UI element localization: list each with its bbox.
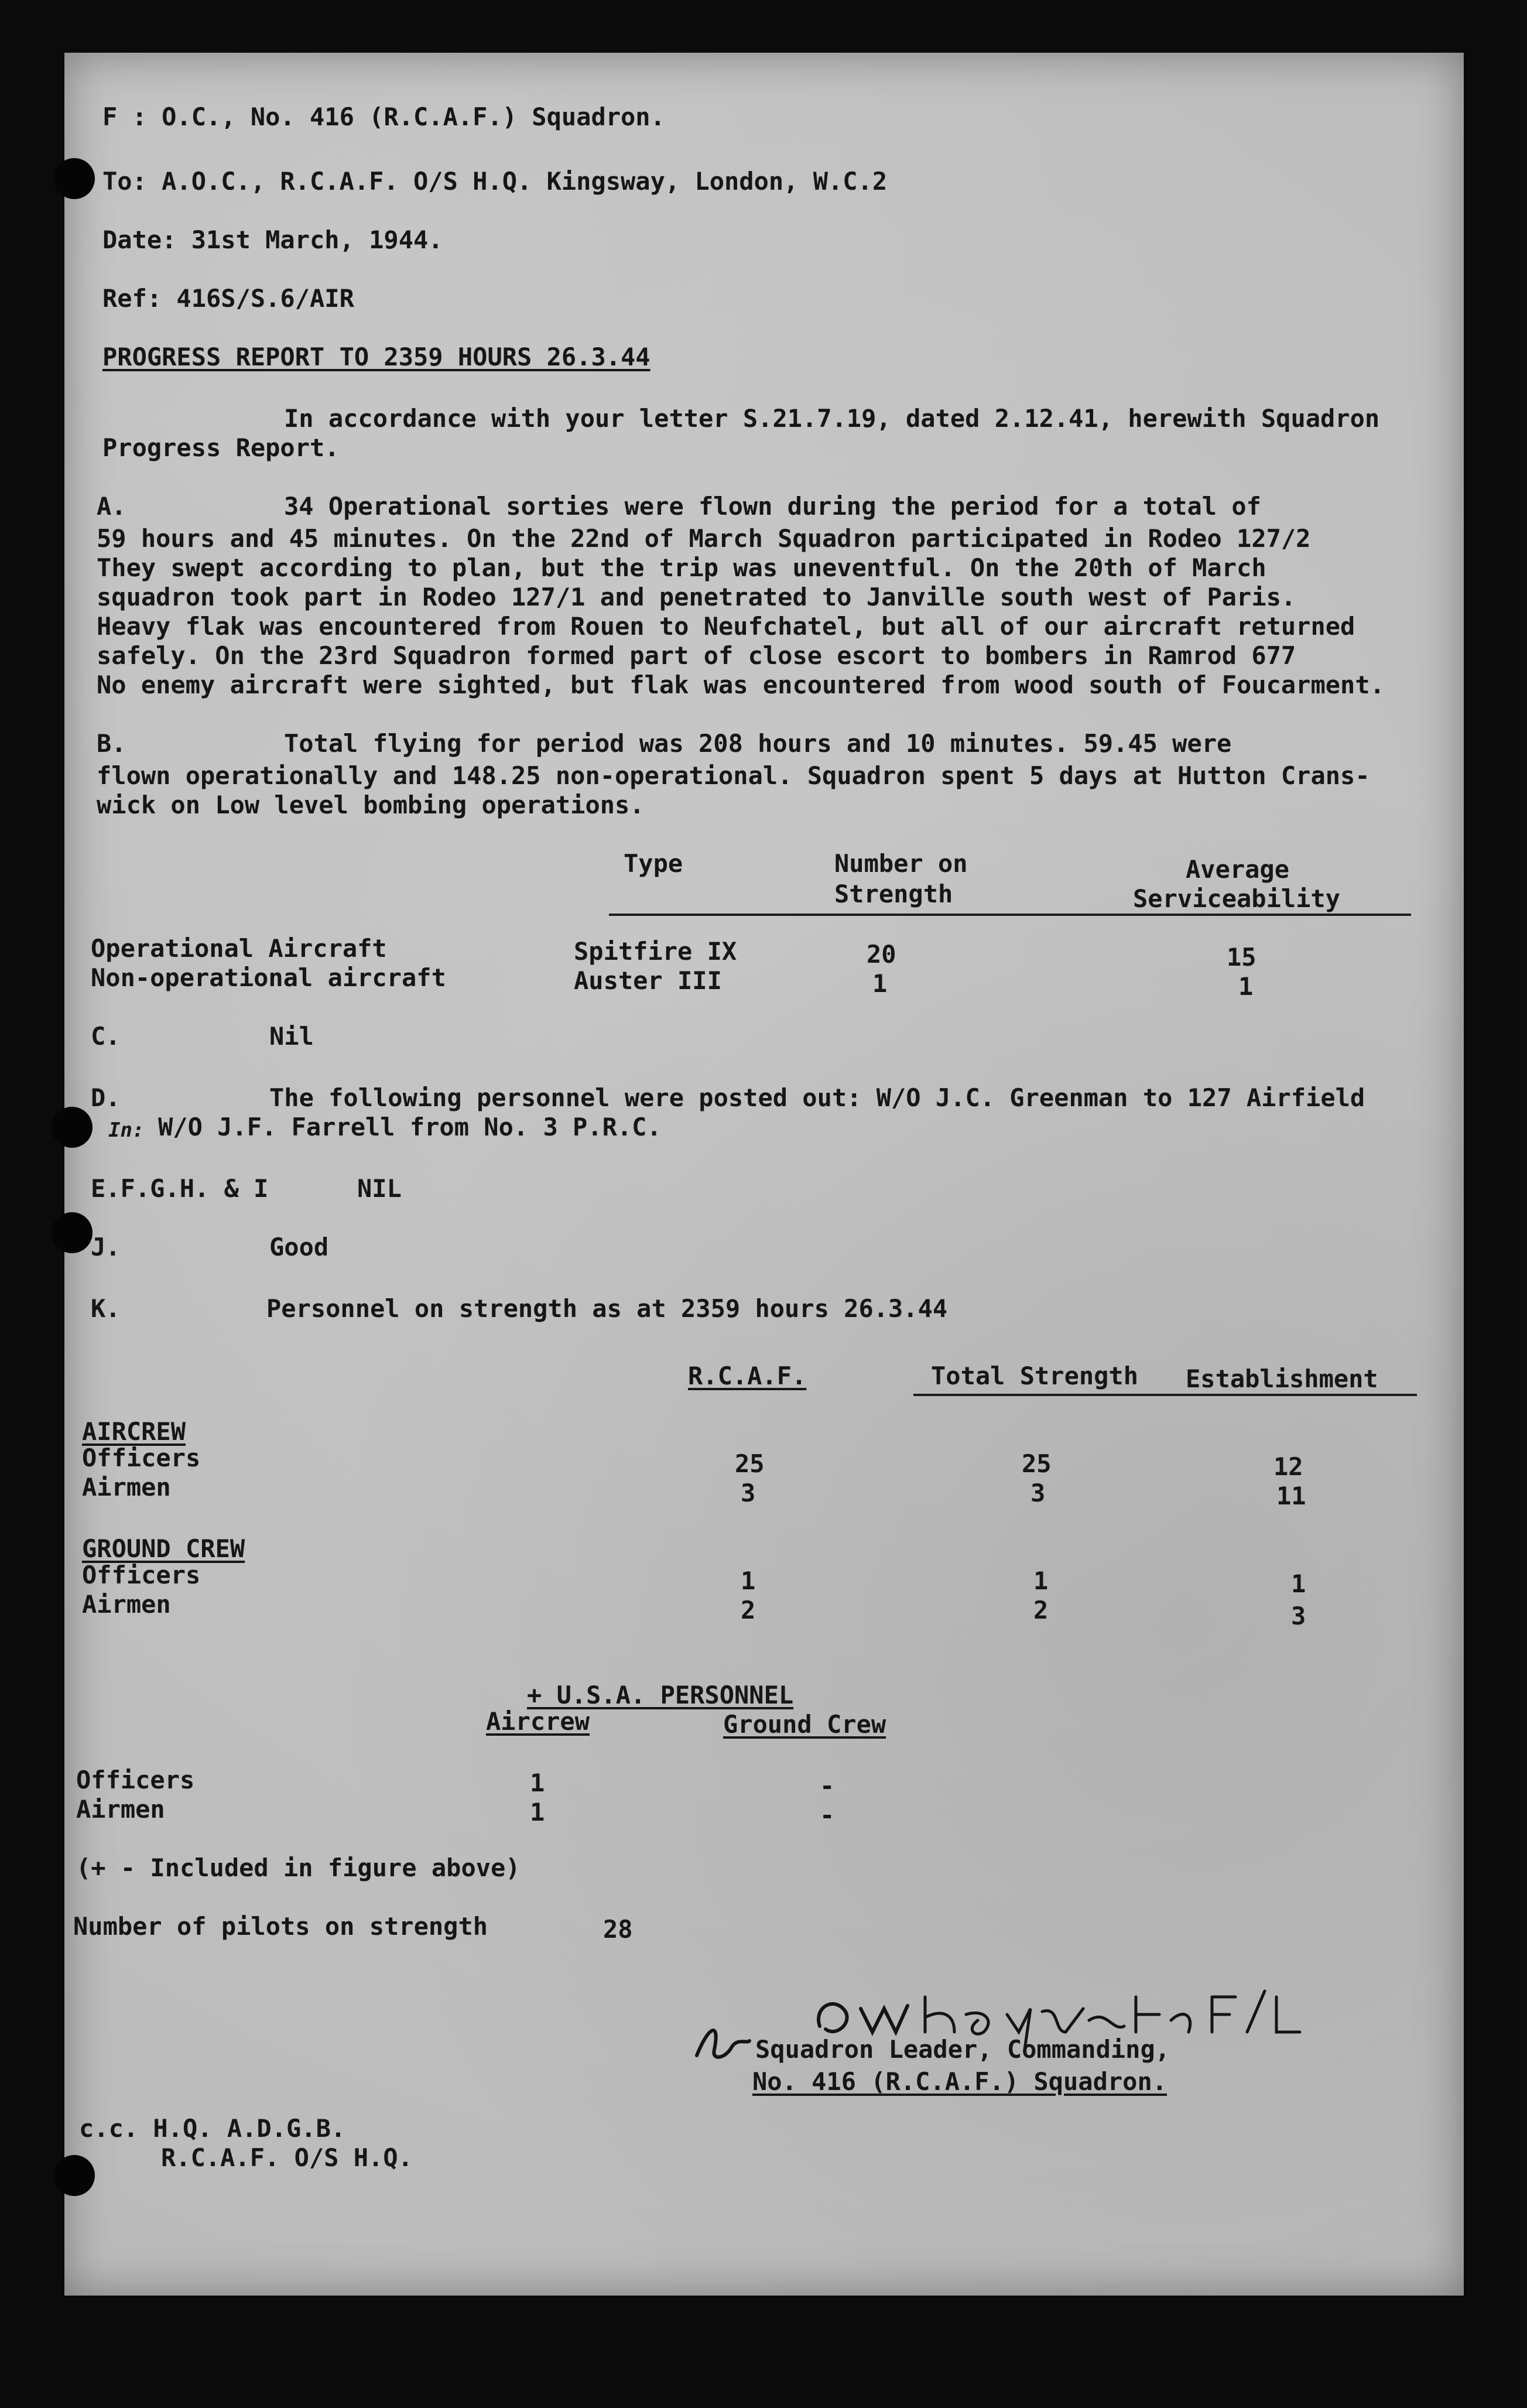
aircraft-row-2-type: Auster III — [574, 966, 722, 995]
ground-officers-rcaf: 1 — [741, 1566, 756, 1595]
section-d-line-1: The following personnel were posted out: W/O J.C. Greenman to 127 Airfield — [269, 1083, 1365, 1112]
aircraft-row-1-serviceability: 15 — [1227, 943, 1256, 972]
section-j-text: Good — [269, 1233, 329, 1261]
section-a-line-1: 34 Operational sorties were flown during the period for a total of — [284, 492, 1261, 521]
aircrew-officers-rcaf: 25 — [735, 1449, 765, 1478]
section-b-line-2: flown operationally and 148.25 non-operational. Squadron spent 5 days at Hutton Crans- — [97, 761, 1370, 790]
aircraft-row-1-number: 20 — [867, 940, 896, 969]
ground-officers-establishment: 1 — [1291, 1569, 1306, 1598]
aircraft-header-avg-1: Average — [1186, 855, 1290, 884]
document-page — [64, 53, 1464, 2296]
section-k-text: Personnel on strength as at 2359 hours 26.3.44 — [266, 1294, 948, 1323]
usa-officers-label: Officers — [76, 1766, 195, 1794]
usa-airmen-ground: - — [820, 1801, 835, 1829]
section-b-line-3: wick on Low level bombing operations. — [97, 791, 645, 819]
usa-officers-aircrew: 1 — [530, 1769, 545, 1797]
usa-ground-header: Ground Crew — [723, 1710, 886, 1739]
usa-aircrew-header: Aircrew — [486, 1707, 590, 1736]
header-date: Date: 31st March, 1944. — [102, 225, 443, 254]
section-c-text: Nil — [269, 1022, 314, 1051]
personnel-header-establishment: Establishment — [1186, 1364, 1378, 1393]
cc-line-1: c.c. H.Q. A.D.G.B. — [79, 2114, 346, 2143]
aircraft-row-1-type: Spitfire IX — [574, 937, 737, 966]
section-a-line-3: They swept according to plan, but the trip was uneventful. On the 20th of March — [97, 553, 1266, 582]
section-b-label: B. — [97, 729, 126, 758]
usa-officers-ground: - — [820, 1771, 835, 1800]
aircrew-label: AIRCREW — [82, 1417, 186, 1446]
aircrew-airmen-rcaf: 3 — [741, 1479, 756, 1507]
aircrew-officers-establishment: 12 — [1273, 1452, 1303, 1481]
aircraft-header-type: Type — [624, 849, 683, 878]
section-a-line-6: safely. On the 23rd Squadron formed part of close escort to bombers in Ramrod 677 — [97, 641, 1296, 670]
aircraft-row-2-category: Non-operational aircraft — [91, 963, 446, 992]
section-d-label: D. — [91, 1083, 121, 1112]
aircrew-airmen-establishment: 11 — [1276, 1482, 1306, 1510]
intro-line-2: Progress Report. — [102, 433, 340, 462]
header-from: F : O.C., No. 416 (R.C.A.F.) Squadron. — [102, 102, 665, 131]
ground-crew-label: GROUND CREW — [82, 1534, 245, 1563]
header-ref: Ref: 416S/S.6/AIR — [102, 284, 354, 313]
aircraft-header-number-2: Strength — [834, 880, 953, 908]
ground-airmen-total: 2 — [1033, 1596, 1049, 1624]
personnel-header-rcaf: R.C.A.F. — [688, 1362, 807, 1390]
usa-airmen-aircrew: 1 — [530, 1798, 545, 1826]
usa-airmen-label: Airmen — [76, 1795, 165, 1824]
ground-officers-total: 1 — [1033, 1566, 1049, 1595]
section-a-line-2: 59 hours and 45 minutes. On the 22nd of March Squadron participated in Rodeo 127/2 — [97, 524, 1311, 553]
aircrew-airmen-total: 3 — [1030, 1479, 1046, 1507]
signature-line-2: No. 416 (R.C.A.F.) Squadron. — [752, 2067, 1167, 2096]
pilots-value: 28 — [603, 1915, 633, 1944]
cc-line-2: R.C.A.F. O/S H.Q. — [161, 2143, 413, 2172]
ground-officers-label: Officers — [82, 1561, 201, 1589]
usa-note: (+ - Included in figure above) — [76, 1853, 521, 1882]
aircrew-officers-label: Officers — [82, 1444, 201, 1472]
section-d-prefix: In: — [108, 1119, 145, 1142]
report-title: PROGRESS REPORT TO 2359 HOURS 26.3.44 — [102, 343, 650, 371]
punch-hole-bottom — [54, 2155, 95, 2196]
aircraft-row-2-number: 1 — [872, 969, 888, 998]
ground-airmen-rcaf: 2 — [741, 1596, 756, 1624]
section-b-line-1: Total flying for period was 208 hours and 10 minutes. 59.45 were — [284, 729, 1232, 758]
section-efghi-text: NIL — [357, 1174, 402, 1203]
signature-line-1: Squadron Leader, Commanding, — [755, 2035, 1170, 2064]
section-a-line-5: Heavy flak was encountered from Rouen to Neufchatel, but all of our aircraft returned — [97, 612, 1355, 641]
section-j-label: J. — [91, 1233, 121, 1261]
aircrew-officers-total: 25 — [1022, 1449, 1052, 1478]
ground-airmen-label: Airmen — [82, 1590, 171, 1619]
section-a-line-4: squadron took part in Rodeo 127/1 and penetrated to Janville south west of Paris. — [97, 583, 1296, 611]
pilots-label: Number of pilots on strength — [73, 1912, 488, 1941]
section-k-label: K. — [91, 1294, 121, 1323]
section-c-label: C. — [91, 1022, 121, 1051]
section-a-label: A. — [97, 492, 126, 521]
aircraft-header-number-1: Number on — [834, 849, 968, 878]
usa-title: + U.S.A. PERSONNEL — [527, 1681, 794, 1709]
section-efghi-label: E.F.G.H. & I — [91, 1174, 269, 1203]
personnel-header-rule — [913, 1394, 1417, 1396]
aircraft-row-1-category: Operational Aircraft — [91, 934, 387, 963]
aircraft-header-avg-2: Serviceability — [1133, 884, 1341, 913]
aircrew-airmen-label: Airmen — [82, 1473, 171, 1501]
punch-hole-middle-2 — [52, 1212, 93, 1253]
header-to: To: A.O.C., R.C.A.F. O/S H.Q. Kingsway, London, W.C.2 — [102, 167, 888, 196]
signature-prefix — [697, 2032, 728, 2061]
punch-hole-middle-1 — [52, 1107, 93, 1148]
ground-airmen-establishment: 3 — [1291, 1602, 1306, 1630]
personnel-header-total: Total Strength — [931, 1362, 1139, 1390]
punch-hole-top — [54, 158, 95, 199]
section-a-line-7: No enemy aircraft were sighted, but flak was encountered from wood south of Foucarment. — [97, 671, 1385, 699]
aircraft-row-2-serviceability: 1 — [1238, 972, 1254, 1001]
intro-line-1: In accordance with your letter S.21.7.19, dated 2.12.41, herewith Squadron — [284, 404, 1380, 433]
section-d-line-2: W/O J.F. Farrell from No. 3 P.R.C. — [158, 1113, 662, 1141]
aircraft-header-rule — [609, 914, 1411, 916]
